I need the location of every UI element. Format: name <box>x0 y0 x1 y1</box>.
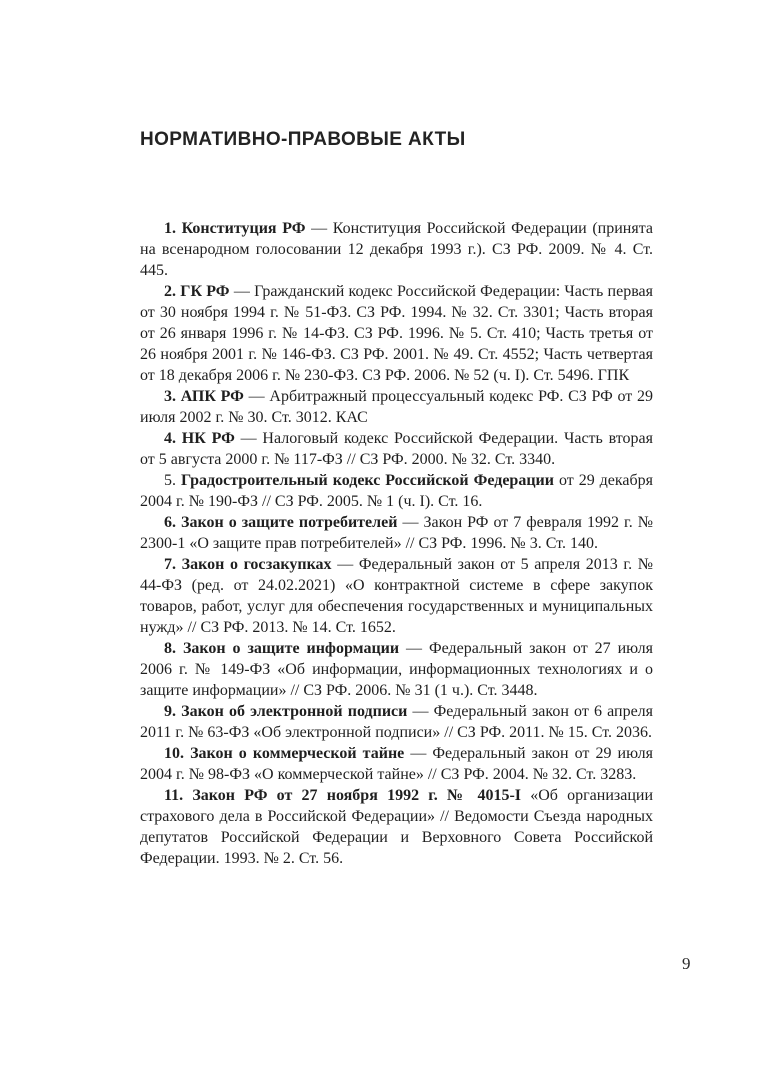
entry-text: — Федеральный закон от 5 апреля 2013 г. № 44-ФЗ (ред. от 24.02.2021) «О контрактной системе в сфере закупок товаров, работ, услуг для обеспечения государственных и муниципальных нужд» // СЗ РФ. 2013. № 14. Ст. 1652. <box>140 556 654 636</box>
entry-number: 6. <box>164 514 176 531</box>
entry-title: Закон о защите потребителей <box>181 514 398 531</box>
list-item <box>140 785 653 869</box>
entry-number: 5. <box>164 472 176 489</box>
entry-text: — Федеральный закон от 27 июля 2006 г. № 149-ФЗ «Об информации, информационных технологиях и о защите информации» // СЗ РФ. 2006. № 31 (1 ч.). Ст. 3448. <box>140 640 654 699</box>
entry-text: — Федеральный закон от 6 апреля 2011 г. № 63-ФЗ «Об электронной подписи» // СЗ РФ. 2011. № 15. Ст. 2036. <box>140 703 654 741</box>
entry-number: 8. <box>164 640 176 657</box>
list-item <box>140 386 653 428</box>
entry-text: — Налоговый кодекс Российской Федерации. Часть вторая от 5 августа 2000 г. № 117-ФЗ // СЗ РФ. 2000. № 32. Ст. 3340. <box>140 430 654 468</box>
entry-text: — Конституция Российской Федерации (принята на всенародном голосовании 12 декабря 1993 г.). СЗ РФ. 2009. № 4. Ст. 445. <box>140 220 653 279</box>
list-item <box>140 638 653 701</box>
entry-title: Закон о коммерческой тайне <box>190 745 405 762</box>
entry-number: 4. <box>164 430 176 447</box>
entry-title: НК РФ <box>181 430 235 447</box>
entry-text: — Закон РФ от 7 февраля 1992 г. № 2300-1 «О защите прав потребителей» // СЗ РФ. 1996. № 3. Ст. 140. <box>140 514 654 552</box>
entry-title: Закон РФ от 27 ноября 1992 г. № 4015-I <box>192 787 521 804</box>
list-item <box>140 512 653 554</box>
page-title: НОРМАТИВНО-ПРАВОВЫЕ АКТЫ <box>140 129 466 150</box>
list-item <box>140 428 653 470</box>
entry-number: 3. <box>164 388 176 405</box>
list-item <box>140 554 653 638</box>
page-number: 9 <box>682 954 691 973</box>
list-item <box>140 470 653 512</box>
entry-number: 10. <box>164 745 184 762</box>
entry-text: «Об организации страхового дела в Российской Федерации» // Ведомости Съезда народных депутатов Российской Федерации и Верховного Совета Российской Федерации. 1993. № 2. Ст. 56. <box>140 787 654 867</box>
entry-title: ГК РФ <box>180 283 230 300</box>
entry-number: 2. <box>164 283 176 300</box>
entry-title: АПК РФ <box>180 388 244 405</box>
list-item <box>140 281 653 386</box>
entry-text: — Федеральный закон от 29 июля 2004 г. № 98-ФЗ «О коммерческой тайне» // СЗ РФ. 2004. № 32. Ст. 3283. <box>140 745 653 783</box>
entry-number: 1. <box>164 220 176 237</box>
entry-title: Закон о защите информации <box>182 640 400 657</box>
entry-text: — Арбитражный процессуальный кодекс РФ. СЗ РФ от 29 июля 2002 г. № 30. Ст. 3012. КАС <box>140 388 654 426</box>
entry-text: — Гражданский кодекс Российской Федерации: Часть первая от 30 ноября 1994 г. № 51-ФЗ. СЗ РФ. 1994. № 32. Ст. 3301; Часть вторая от 26 января 1996 г. № 14-ФЗ. СЗ РФ. 1996. № 5. Ст. 410; Часть третья от 26 ноября 2001 г. № 146-ФЗ. СЗ РФ. 2001. № 49. Ст. 4552; Часть четвертая от 18 декабря 2006 г. № 230-ФЗ. СЗ РФ. 2006. № 52 (ч. I). Ст. 5496. ГПК <box>140 283 654 384</box>
entry-text: от 29 декабря 2004 г. № 190-ФЗ // СЗ РФ. 2005. № 1 (ч. I). Ст. 16. <box>140 472 654 510</box>
entry-title: Градостроительный кодекс Российской Федерации <box>180 472 554 489</box>
list-item <box>140 743 653 785</box>
entry-number: 9. <box>164 703 176 720</box>
entry-title: Закон о госзакупках <box>181 556 332 573</box>
entry-title: Закон об электронной подписи <box>181 703 408 720</box>
entry-title: Конституция РФ <box>181 220 306 237</box>
entry-number: 11. <box>164 787 184 804</box>
entry-number: 7. <box>164 556 176 573</box>
legal-acts-list <box>140 218 653 869</box>
list-item <box>140 218 653 281</box>
list-item <box>140 701 653 743</box>
